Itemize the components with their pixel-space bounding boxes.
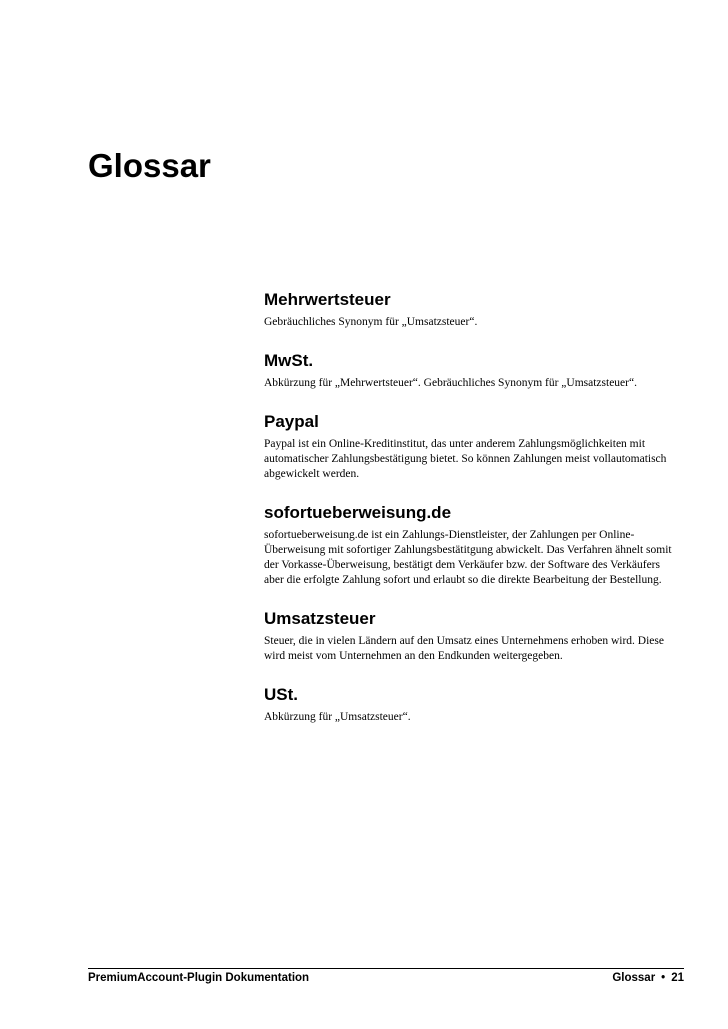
footer-divider [88, 968, 684, 969]
glossary-definition: Abkürzung für „Mehrwertsteuer“. Gebräuchliches Synonym für „Umsatzsteuer“. [264, 377, 637, 389]
glossary-entry [264, 502, 674, 588]
glossary-entry [264, 684, 674, 725]
glossary-entry [264, 411, 674, 482]
glossary-list [264, 289, 674, 745]
page-footer [88, 971, 684, 986]
footer-section: Glossar [612, 972, 656, 984]
glossary-entry [264, 608, 674, 664]
glossary-term: USt. [264, 685, 298, 704]
glossary-term: Umsatzsteuer [264, 609, 376, 628]
glossary-definition: Abkürzung für „Umsatzsteuer“. [264, 711, 411, 723]
bullet-icon: • [661, 972, 666, 984]
glossary-definition: Paypal ist ein Online-Kreditinstitut, das unter anderem Zahlungsmöglichkeiten mit automatischer Zahlungsbestätigung bietet. So können Zahlungen meist vollautomatisch abgewickelt werden. [264, 438, 667, 480]
footer-page-info [612, 971, 684, 986]
glossary-term: MwSt. [264, 351, 314, 370]
page-title: Glossar [88, 147, 211, 184]
glossary-definition: sofortueberweisung.de ist ein Zahlungs-Dienstleister, der Zahlungen per Online-Überweisung mit sofortiger Zahlungsbestätitgung abwickelt. Das Verfahren ähnelt somit der Vorkasse-Überweisung, bestätigt dem Verkäufer bzw. der Software des Verkäufers aber die erfolgte Zahlung sofort und erlaubt so die direkte Bearbeitung der Bestellung. [264, 529, 672, 586]
glossary-term: Mehrwertsteuer [264, 290, 391, 309]
footer-document-title: PremiumAccount-Plugin Dokumentation [88, 972, 310, 984]
glossary-entry [264, 350, 674, 391]
glossary-term: Paypal [264, 412, 319, 431]
glossary-term: sofortueberweisung.de [264, 503, 452, 522]
footer-page-number: 21 [671, 972, 684, 984]
glossary-definition: Steuer, die in vielen Ländern auf den Umsatz eines Unternehmens erhoben wird. Diese wird meist vom Unternehmen an den Endkunden weitergegeben. [264, 635, 664, 662]
glossary-entry [264, 289, 674, 330]
glossary-definition: Gebräuchliches Synonym für „Umsatzsteuer“. [264, 316, 478, 328]
